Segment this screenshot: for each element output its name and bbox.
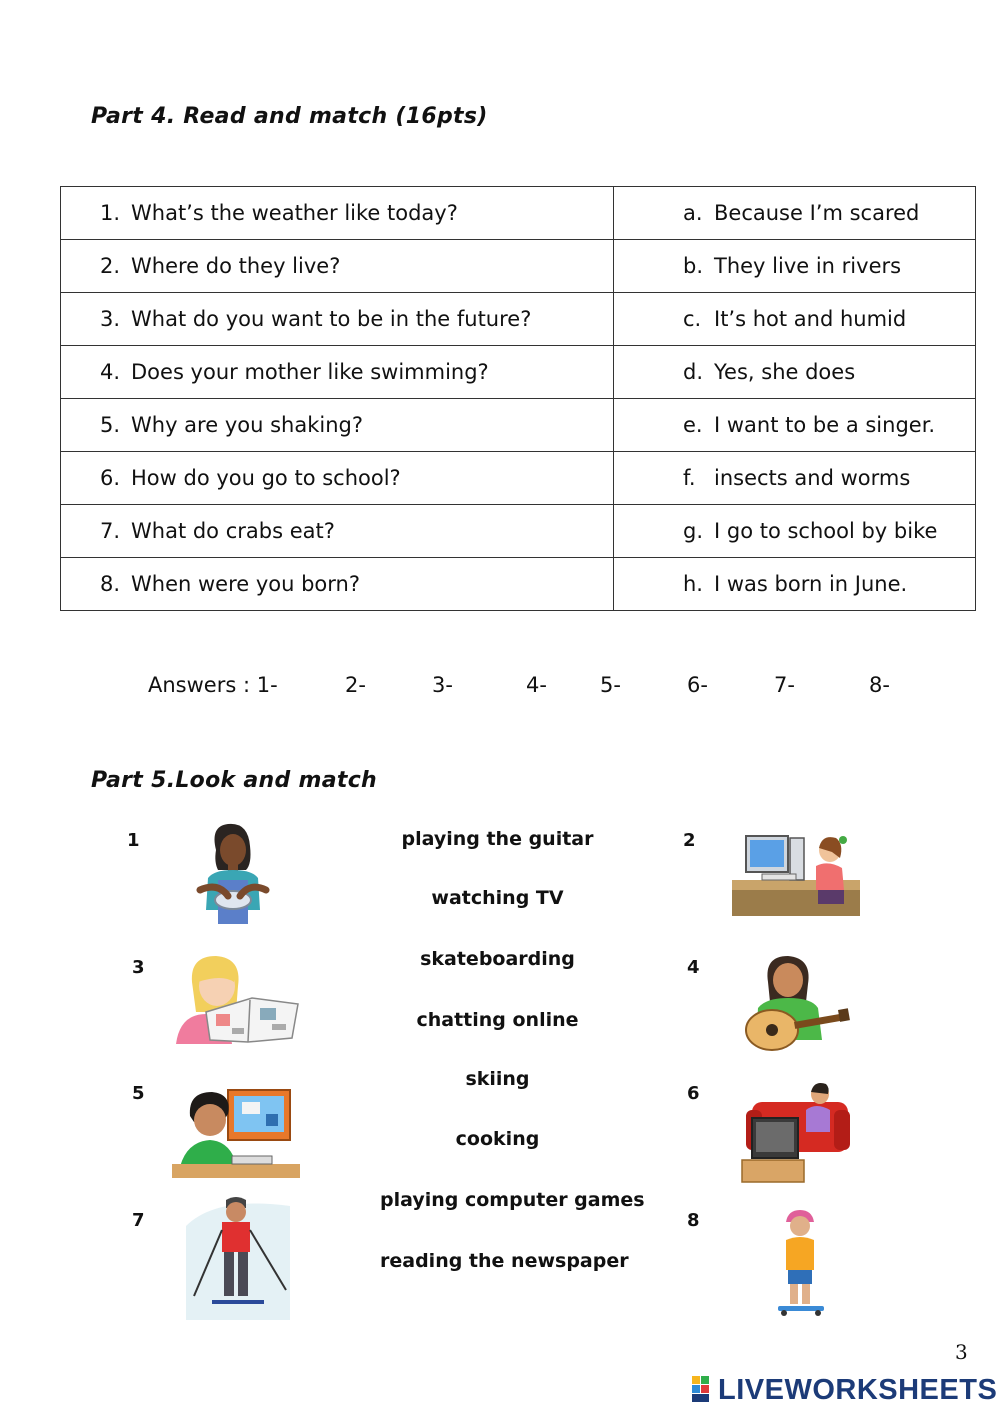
answer-slot-6[interactable]: 6- [687, 673, 708, 697]
word-playing-the-guitar[interactable]: playing the guitar [401, 828, 594, 850]
word-cooking[interactable]: cooking [455, 1128, 540, 1150]
answer-text: They live in rivers [714, 254, 902, 278]
liveworksheets-logo-icon [692, 1376, 718, 1404]
answer-text: Yes, she does [714, 360, 856, 384]
question-cell [61, 558, 614, 611]
word-skateboarding[interactable]: skateboarding [420, 948, 575, 970]
match-row [61, 558, 976, 611]
answer-letter: g. [683, 519, 704, 543]
answer-text: I want to be a singer. [714, 413, 936, 437]
cooking-girl-picture [188, 820, 278, 926]
question-text: How do you go to school? [131, 466, 401, 490]
match-row [61, 505, 976, 558]
question-cell [61, 399, 614, 452]
word-skiing[interactable]: skiing [465, 1068, 530, 1090]
answer-slot-7[interactable]: 7- [774, 673, 795, 697]
answer-slot-8[interactable]: 8- [869, 673, 890, 697]
question-text: Where do they live? [131, 254, 341, 278]
question-cell [61, 346, 614, 399]
answer-text: insects and worms [714, 466, 911, 490]
question-text: When were you born? [131, 572, 361, 596]
picture-number-2: 2 [683, 830, 696, 851]
picture-number-6: 6 [687, 1083, 700, 1104]
question-cell [61, 452, 614, 505]
question-number: 5. [100, 413, 121, 437]
match-table [60, 186, 976, 611]
answer-letter: b. [683, 254, 704, 278]
answer-cell [614, 399, 976, 452]
question-text: Does your mother like swimming? [131, 360, 489, 384]
skier-picture [186, 1196, 290, 1320]
word-reading-the-newspaper[interactable]: reading the newspaper [380, 1250, 629, 1272]
answer-letter: c. [683, 307, 702, 331]
answer-letter: a. [683, 201, 703, 225]
part4-title: Part 4. Read and match (16pts) [91, 104, 488, 129]
answer-slot-5[interactable]: 5- [600, 673, 621, 697]
question-cell [61, 505, 614, 558]
computer-girl-picture [732, 830, 860, 916]
answer-cell [614, 293, 976, 346]
match-row [61, 452, 976, 505]
question-cell [61, 240, 614, 293]
match-row [61, 293, 976, 346]
skateboarder-picture [770, 1210, 830, 1316]
question-number: 1. [100, 201, 121, 225]
answer-letter: h. [683, 572, 703, 596]
picture-number-1: 1 [127, 830, 140, 851]
answer-cell [614, 346, 976, 399]
liveworksheets-logo [692, 1373, 997, 1407]
answer-letter: e. [683, 413, 703, 437]
question-number: 2. [100, 254, 121, 278]
answer-cell [614, 240, 976, 293]
question-number: 4. [100, 360, 121, 384]
match-row [61, 346, 976, 399]
answer-text: I go to school by bike [714, 519, 938, 543]
word-playing-computer-games[interactable]: playing computer games [380, 1189, 645, 1211]
match-row [61, 240, 976, 293]
picture-number-3: 3 [132, 957, 145, 978]
question-text: Why are you shaking? [131, 413, 363, 437]
answer-cell [614, 452, 976, 505]
question-number: 7. [100, 519, 121, 543]
page-number: 3 [955, 1340, 968, 1364]
answer-slot-2[interactable]: 2- [345, 673, 366, 697]
answer-cell [614, 505, 976, 558]
answer-text: I was born in June. [714, 572, 908, 596]
question-text: What do crabs eat? [131, 519, 335, 543]
answer-cell [614, 187, 976, 240]
answer-slot-3[interactable]: 3- [432, 673, 453, 697]
answer-text: Because I’m scared [714, 201, 920, 225]
answer-slot-4[interactable]: 4- [526, 673, 547, 697]
word-chatting-online[interactable]: chatting online [416, 1009, 579, 1031]
answer-text: It’s hot and humid [714, 307, 907, 331]
question-cell [61, 187, 614, 240]
picture-number-8: 8 [687, 1210, 700, 1231]
answer-cell [614, 558, 976, 611]
computer-boy-picture [172, 1086, 300, 1178]
question-number: 3. [100, 307, 121, 331]
question-number: 8. [100, 572, 121, 596]
word-watching-tv[interactable]: watching TV [431, 887, 564, 909]
match-row [61, 187, 976, 240]
question-text: What do you want to be in the future? [131, 307, 532, 331]
match-row [61, 399, 976, 452]
part5-title: Part 5.Look and match [91, 768, 377, 793]
answers-label: Answers : 1- [148, 673, 278, 697]
liveworksheets-brand: LIVEWORKSHEETS [718, 1373, 998, 1406]
answers-row [0, 673, 1000, 703]
picture-number-4: 4 [687, 957, 700, 978]
guitar-girl-picture [742, 952, 850, 1056]
tv-boy-picture [740, 1080, 850, 1186]
answer-letter: f. [683, 466, 696, 490]
answer-letter: d. [683, 360, 704, 384]
question-number: 6. [100, 466, 121, 490]
newspaper-girl-picture [172, 952, 300, 1044]
picture-number-5: 5 [132, 1083, 145, 1104]
picture-number-7: 7 [132, 1210, 145, 1231]
question-text: What’s the weather like today? [131, 201, 458, 225]
question-cell [61, 293, 614, 346]
